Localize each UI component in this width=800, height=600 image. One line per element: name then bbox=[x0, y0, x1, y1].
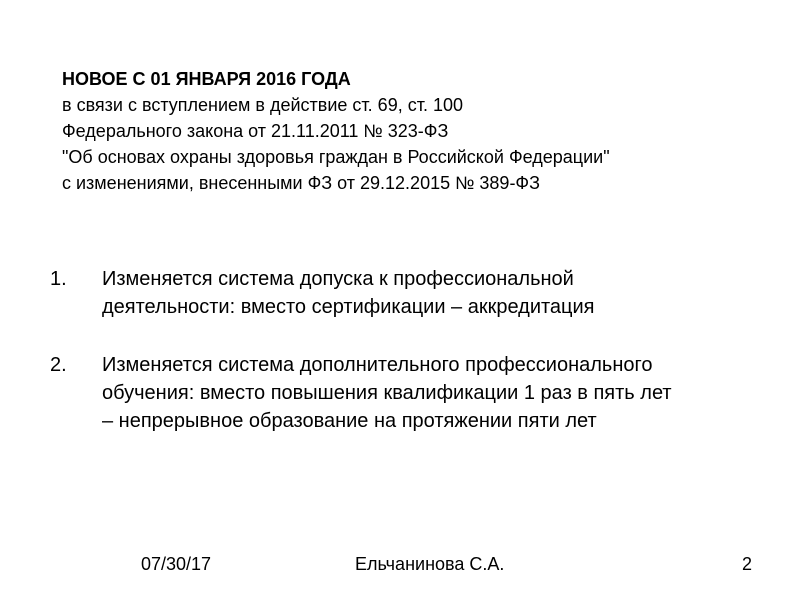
list-item bbox=[0, 351, 800, 435]
header-line: Федерального закона от 21.11.2011 № 323-ФЗ bbox=[62, 121, 449, 141]
list-item-text bbox=[102, 265, 742, 321]
header-block bbox=[62, 66, 762, 196]
footer-author: Ельчанинова С.А. bbox=[355, 554, 505, 574]
list-item-number: 1. bbox=[50, 268, 67, 290]
footer-date: 07/30/17 bbox=[141, 554, 212, 574]
list-item-number: 2. bbox=[50, 354, 67, 376]
list-item-text bbox=[102, 351, 742, 435]
list-item bbox=[0, 265, 800, 321]
list-item-line: обучения: вместо повышения квалификации 1 раз в пять лет bbox=[102, 382, 672, 404]
list-item-line: – непрерывное образование на протяжении пяти лет bbox=[102, 410, 597, 432]
list-item-line: Изменяется система допуска к профессиональной bbox=[102, 268, 574, 290]
header-line: с изменениями, внесенными ФЗ от 29.12.2015 № 389-ФЗ bbox=[62, 173, 540, 193]
header-line: в связи с вступлением в действие ст. 69, ст. 100 bbox=[62, 95, 463, 115]
list-item-line: деятельности: вместо сертификации – аккредитация bbox=[102, 296, 595, 318]
list-item-line: Изменяется система дополнительного профессионального bbox=[102, 354, 653, 376]
numbered-list bbox=[0, 265, 800, 435]
page-number: 2 bbox=[742, 554, 753, 574]
slide-title: НОВОЕ С 01 ЯНВАРЯ 2016 ГОДА bbox=[62, 69, 351, 89]
header-line: "Об основах охраны здоровья граждан в Российской Федерации" bbox=[62, 147, 610, 167]
